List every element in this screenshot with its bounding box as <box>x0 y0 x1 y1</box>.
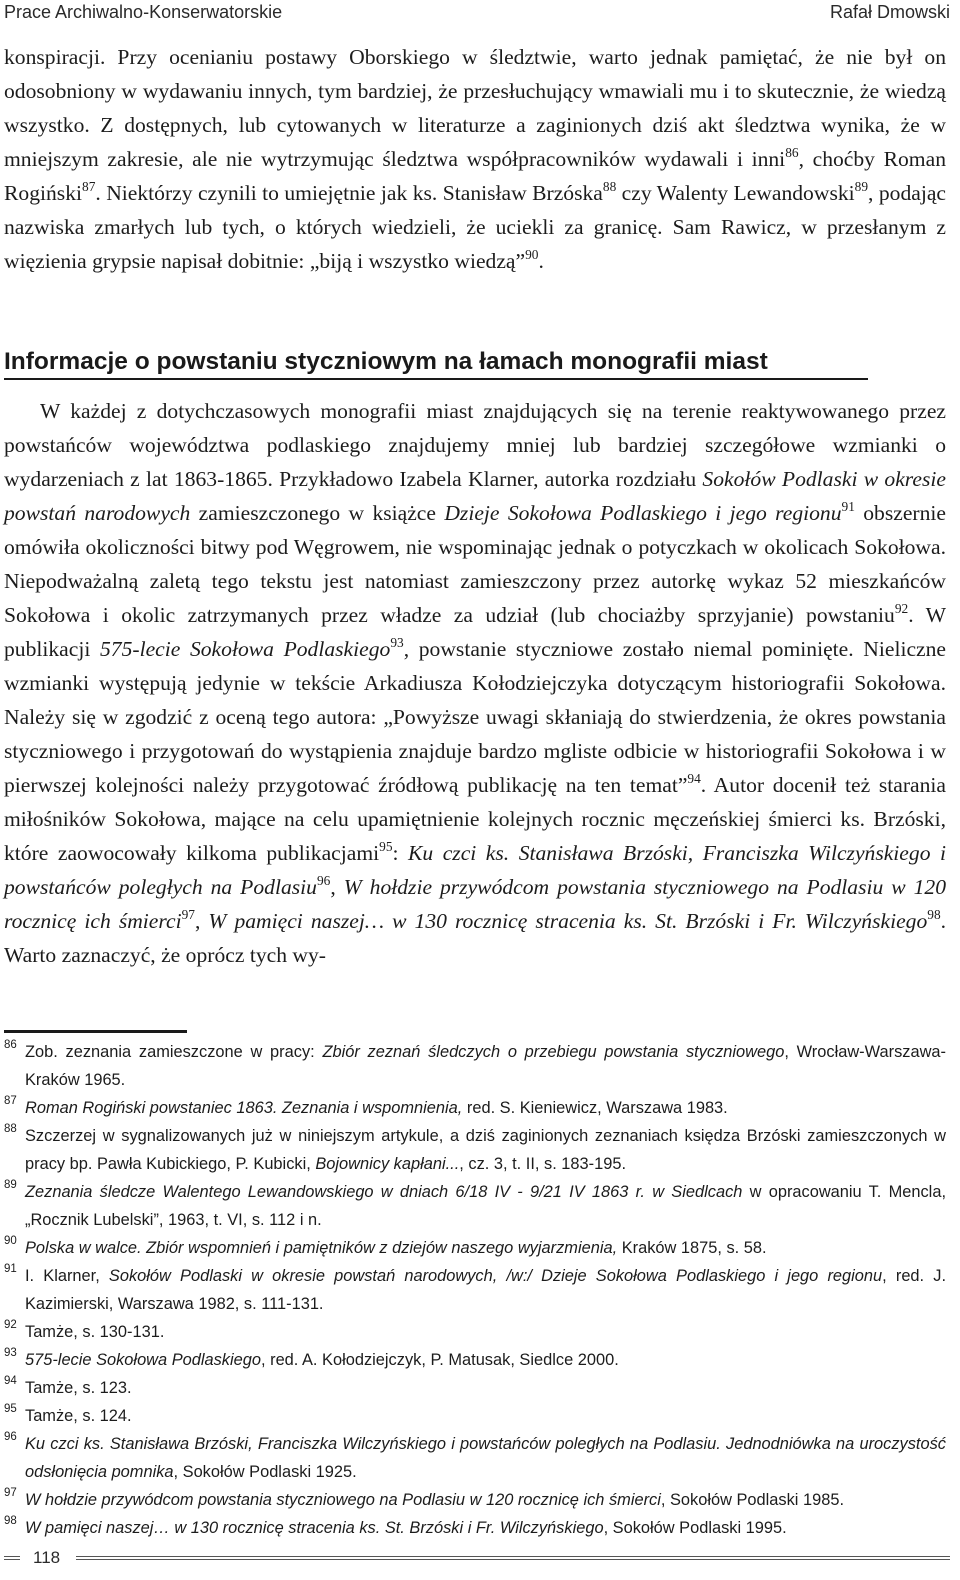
text-run: , Wrocław-Warszawa-Kraków 1965. <box>25 1043 946 1089</box>
text-run: obszernie omówiła okoliczności bitwy pod Węgrowem, nie wspominając jednak o potyczkach w okolicach Sokołowa. Niepodważalną zaletą tego tekstu jest natomiast zamieszczony przez autorkę wykaz 52 mieszkańców Sokołowa i okolic zatrzymanych przez władze za udział (lub chociażby sprzyjanie) powstaniu <box>4 501 946 627</box>
footnote-94 <box>4 1374 946 1402</box>
footnote-number: 90 <box>4 1235 17 1247</box>
footnote-92 <box>4 1318 946 1346</box>
footer-rule-right <box>76 1556 950 1560</box>
italic-title: W hołdzie przywódcom powstania styczniowego na Podlasiu w 120 rocznicę ich śmierci <box>4 875 946 933</box>
footnote-ref-91[interactable]: 91 <box>841 499 855 515</box>
text-run: konspiracji. Przy ocenianiu postawy Oborskiego w śledztwie, warto jednak pamiętać, że nie był on odosobniony w wydawaniu innych, tym bardziej, że przesłuchujący wmawiali mu i to skutecznie, że wiedzą wszystko. Z dostępnych, lub cytowanych w literaturze a zaginionych dziś akt śledztwa wynika, że w mniejszym zakresie, ale nie wytrzymując śledztwa współpracowników wydawali i inni <box>4 45 946 171</box>
text-run: , podając nazwiska zmarłych lub tych, o których wiedzieli, że uciekli za granicę. Sam Rawicz, w przesłanym z więzienia grypsie napisał dobitnie: „biją i wszystko wiedzą” <box>4 181 946 273</box>
text-run: czy Walenty Lewandowski <box>616 181 855 205</box>
author-name: Rafał Dmowski <box>829 2 950 22</box>
text-run: Tamże, s. 123. <box>25 1379 132 1397</box>
footnote-ref-90[interactable]: 90 <box>525 247 539 263</box>
text-run: Kraków 1875, s. 58. <box>617 1239 767 1257</box>
italic-title: Polska w walce. Zbiór wspomnień i pamiętników z dziejów naszego wyjarzmienia, <box>25 1239 618 1257</box>
text-run: : <box>392 841 409 865</box>
italic-title: Roman Rogiński powstaniec 1863. Zeznania i wspomnienia, <box>25 1099 463 1117</box>
footnote-number: 89 <box>4 1179 17 1191</box>
text-run: Zob. zeznania zamieszczone w pracy: <box>25 1043 323 1061</box>
text-run: , choćby Roman Rogiński <box>4 147 946 205</box>
italic-title: W hołdzie przywódcom powstania styczniowego na Podlasiu w 120 rocznicę ich śmierci <box>25 1491 661 1509</box>
text-run: , Sokołów Podlaski 1985. <box>660 1491 845 1509</box>
italic-title: Zeznania śledcze Walentego Lewandowskiego w dniach 6/18 IV - 9/21 IV 1863 r. w Siedlcach <box>25 1183 743 1201</box>
text-run: . <box>538 249 544 273</box>
footnote-88 <box>4 1122 946 1178</box>
section-paragraph <box>4 394 946 972</box>
text-run: , cz. 3, t. II, s. 183-195. <box>459 1155 627 1173</box>
italic-title: Dzieje Sokołowa Podlaskiego i jego regionu <box>444 501 842 525</box>
footnote-86 <box>4 1038 946 1094</box>
footnote-number: 94 <box>4 1375 17 1387</box>
footnote-number: 96 <box>4 1431 17 1443</box>
text-run: . Autor docenił też starania miłośników Sokołowa, mające na celu upamiętnienie kolejnych rocznic męczeńskiej śmierci ks. Brzóski, które zaowocowały kilkoma publikacjami <box>4 773 946 865</box>
text-run: , <box>330 875 344 899</box>
footnote-number: 95 <box>4 1403 17 1415</box>
footnote-ref-98[interactable]: 98 <box>927 907 941 923</box>
footnote-ref-92[interactable]: 92 <box>894 601 909 617</box>
italic-title: W pamięci naszej… w 130 rocznicę stracenia ks. St. Brzóski i Fr. Wilczyńskiego <box>208 909 928 933</box>
text-run: W każdej z dotychczasowych monografii miast znajdujących się na terenie reaktywowanego przez powstańców województwa podlaskiego znajdujemy mniej lub bardziej szczegółowe wzmianki o wydarzeniach z lat 1863-1865. Przykładowo Izabela Klarner, autorka rozdziału <box>4 399 946 491</box>
footnotes <box>4 1038 946 1542</box>
italic-title: Bojownicy kapłani... <box>315 1155 460 1173</box>
footnote-96 <box>4 1430 946 1486</box>
footnote-separator <box>4 1030 187 1033</box>
footnote-number: 91 <box>4 1263 17 1275</box>
italic-title: 575-lecie Sokołowa Podlaskiego <box>25 1351 261 1369</box>
footnote-number: 97 <box>4 1487 17 1499</box>
footer-rule-left <box>4 1556 20 1560</box>
text-run: . Warto zaznaczyć, że oprócz tych wy- <box>4 909 947 967</box>
footnote-90 <box>4 1234 946 1262</box>
footnote-ref-95[interactable]: 95 <box>379 839 393 855</box>
footnote-95 <box>4 1402 946 1430</box>
footnote-number: 88 <box>4 1123 17 1135</box>
italic-title: Zbiór zeznań śledczych o przebiegu powstania styczniowego <box>322 1043 785 1061</box>
footnote-98 <box>4 1514 946 1542</box>
text-run: , <box>194 909 209 933</box>
text-run: I. Klarner, <box>25 1267 109 1285</box>
italic-title: W pamięci naszej… w 130 rocznicę stracenia ks. St. Brzóski i Fr. Wilczyńskiego <box>25 1519 604 1537</box>
footnote-87 <box>4 1094 946 1122</box>
text-run: Szczerzej w sygnalizowanych już w niniejszym artykule, a dziś zaginionych zeznaniach księdza Brzóski zamieszczonych w pracy bp. Pawła Kubickiego, P. Kubicki, <box>25 1127 946 1173</box>
footnote-89 <box>4 1178 946 1234</box>
footnote-number: 98 <box>4 1515 17 1527</box>
footnote-number: 92 <box>4 1319 17 1331</box>
text-run: Tamże, s. 124. <box>25 1407 132 1425</box>
footnote-91 <box>4 1262 946 1318</box>
heading-underline <box>4 378 868 380</box>
running-head <box>4 2 950 28</box>
text-run: . Niektórzy czynili to umiejętnie jak ks. Stanisław Brzóska <box>95 181 603 205</box>
page-footer <box>0 1544 950 1572</box>
footnote-ref-94[interactable]: 94 <box>687 771 701 787</box>
footnote-93 <box>4 1346 946 1374</box>
text-run: , red. J. Kazimierski, Warszawa 1982, s. 111-131. <box>25 1267 947 1313</box>
text-run: w opracowaniu T. Mencla, „Rocznik Lubelski”, 1963, t. VI, s. 112 i n. <box>25 1183 946 1229</box>
footnote-ref-87[interactable]: 87 <box>82 179 96 195</box>
footnote-ref-86[interactable]: 86 <box>785 145 799 161</box>
text-run: , powstanie styczniowe zostało niemal pominięte. Nieliczne wzmianki występują jedynie w tekście Arkadiusza Kołodziejczyka dotyczącym historiografii Sokołowa. Należy się w zgodzić z oceną tego autora: „Powyższe uwagi skłaniają do stwierdzenia, że okres powstania styczniowego i przygotowań do wystąpienia znajduje bardzo mgliste odbicie w historiografii Sokołowa i w pierwszej kolejności należy przygotować źródłową publikację na ten temat” <box>4 637 946 797</box>
text-run: zamieszczonego w książce <box>190 501 445 525</box>
italic-title: Sokołów Podlaski w okresie powstań narodowych, /w:/ Dzieje Sokołowa Podlaskiego i jego regionu <box>108 1267 883 1285</box>
italic-title: Sokołów Podlaski w okresie powstań narodowych <box>4 467 946 525</box>
footnote-ref-96[interactable]: 96 <box>316 873 331 889</box>
journal-title: Prace Archiwalno-Konserwatorskie <box>4 2 283 22</box>
italic-title: Ku czci ks. Stanisława Brzóski, Franciszka Wilczyńskiego i powstańców poległych na Podlasiu. Jednodniówka na uroczystość odsłonięcia pomnika <box>25 1435 946 1481</box>
text-run: . W publikacji <box>4 603 946 661</box>
footnote-ref-89[interactable]: 89 <box>854 179 869 195</box>
text-run: , red. A. Kołodziejczyk, P. Matusak, Siedlce 2000. <box>261 1351 619 1369</box>
text-run: , Sokołów Podlaski 1925. <box>173 1463 357 1481</box>
footnote-97 <box>4 1486 946 1514</box>
footnote-ref-93[interactable]: 93 <box>390 635 404 651</box>
footnote-number: 86 <box>4 1039 17 1051</box>
footnote-number: 93 <box>4 1347 17 1359</box>
intro-paragraph <box>4 40 946 278</box>
section-heading: Informacje o powstaniu styczniowym na łamach monografii miast <box>4 348 768 375</box>
footnote-number: 87 <box>4 1095 17 1107</box>
italic-title: 575-lecie Sokołowa Podlaskiego <box>100 637 391 661</box>
italic-title: Ku czci ks. Stanisława Brzóski, Franciszka Wilczyńskiego i powstańców poległych na Podlasiu <box>4 841 946 899</box>
text-run: , Sokołów Podlaski 1995. <box>603 1519 787 1537</box>
page-number: 118 <box>33 1548 61 1567</box>
text-run: red. S. Kieniewicz, Warszawa 1983. <box>462 1099 728 1117</box>
footnote-ref-97[interactable]: 97 <box>181 907 195 923</box>
footnote-ref-88[interactable]: 88 <box>602 179 617 195</box>
text-run: Tamże, s. 130-131. <box>25 1323 165 1341</box>
